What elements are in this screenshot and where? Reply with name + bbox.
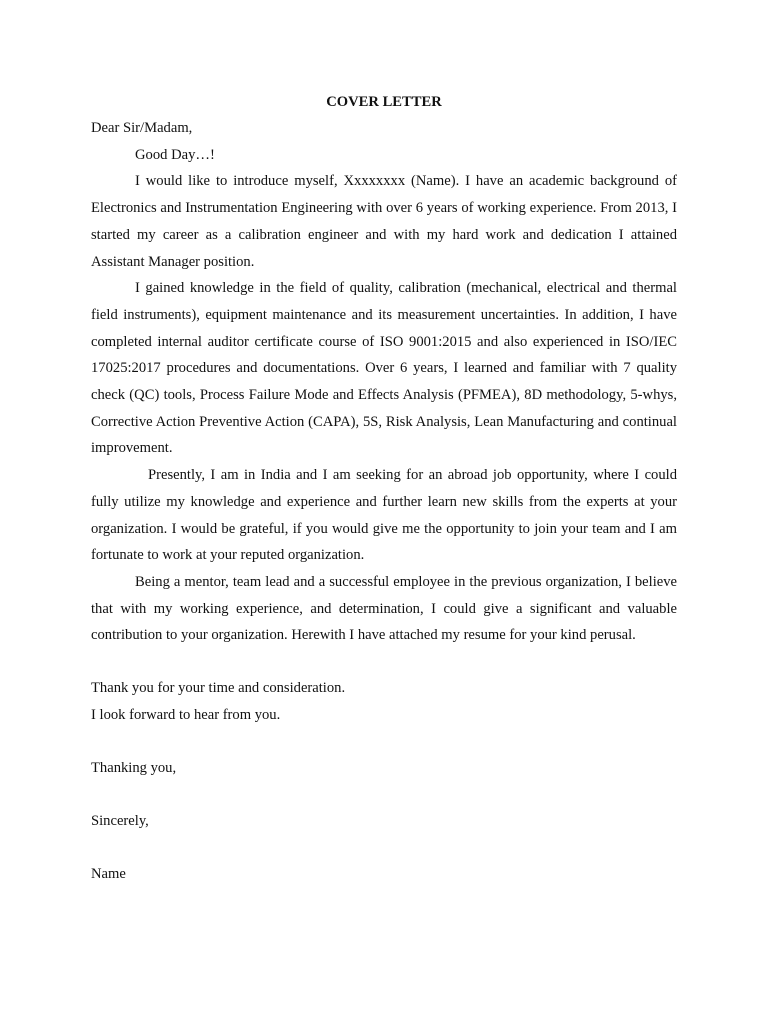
salutation: Dear Sir/Madam,	[91, 120, 193, 136]
signature-name: Name	[91, 866, 126, 883]
cover-letter-page	[91, 94, 677, 888]
thanks-line: Thank you for your time and consideration.	[91, 680, 346, 697]
forward-line: I look forward to hear from you.	[91, 707, 281, 724]
paragraph-introduction: I would like to introduce myself, Xxxxxxxx (Name). I have an academic background of Electronics and Instrumentation Engineering with over 6 years of working experience. From 2013, I started my career as a calibration engineer and with my hard work and dedication I attained Assistant Manager position.	[91, 173, 677, 270]
paragraph-contribution: Being a mentor, team lead and a successful employee in the previous organization, I believe that with my working experience, and determination, I could give a significant and valuable contribution to your organization. Herewith I have attached my resume for your kind perusal.	[91, 573, 677, 644]
letter-title: COVER LETTER	[326, 94, 442, 110]
sign-off: Sincerely,	[91, 813, 149, 830]
paragraph-knowledge: I gained knowledge in the field of quality, calibration (mechanical, electrical and thermal field instruments), equipment maintenance and its measurement uncertainties. In addition, I have completed internal auditor certificate course of ISO 9001:2015 and also experienced in ISO/IEC 17025:2017 procedures and documentations. Over 6 years, I learned and familiar with 7 quality check (QC) tools, Process Failure Mode and Effects Analysis (PFMEA), 8D methodology, 5-whys, Corrective Action Preventive Action (CAPA), 5S, Risk Analysis, Lean Manufacturing and continual improvement.	[91, 280, 677, 457]
thanking-line: Thanking you,	[91, 760, 177, 777]
greeting: Good Day…!	[135, 146, 215, 163]
paragraph-current-status: Presently, I am in India and I am seeking for an abroad job opportunity, where I could fully utilize my knowledge and experience and further learn new skills from the experts at your organization. I would be grateful, if you would give me the opportunity to join your team and I am fortunate to work at your reputed organization.	[91, 467, 677, 564]
